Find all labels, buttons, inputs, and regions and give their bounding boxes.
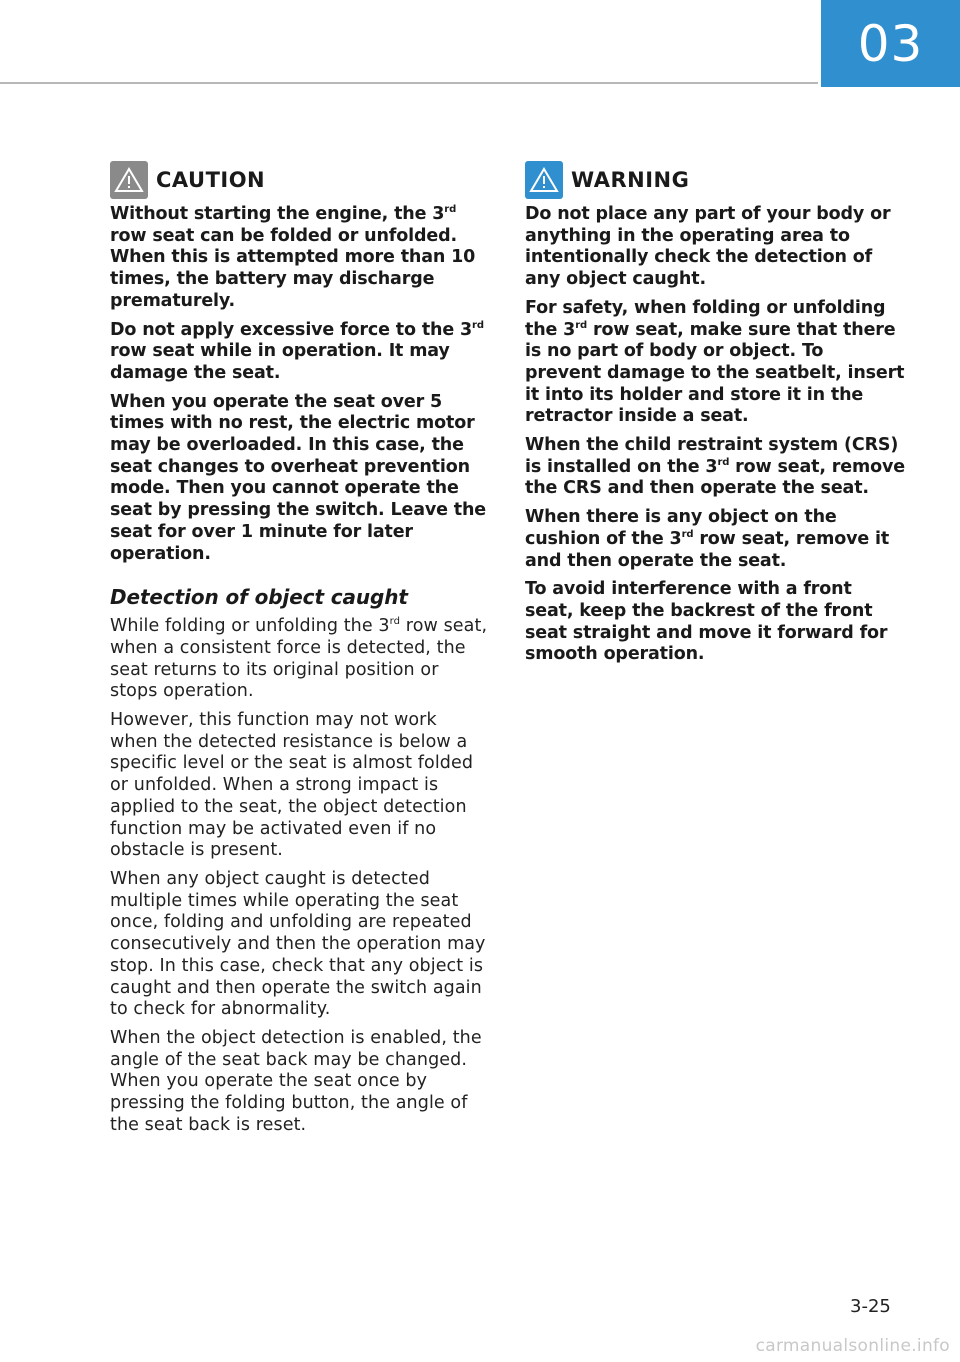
detection-paragraph-3: When any object caught is detected multiple times while operating the seat once, folding and unfolding are repeated consecutively and then the operation may stop. In this case, check that any object is caught and then operate the switch again to check for abnormality. bbox=[110, 868, 486, 1020]
detection-paragraph-1: While folding or unfolding the 3rd row seat, when a consistent force is detected, the seat returns to its original position or stops operation. bbox=[110, 616, 488, 702]
caution-paragraph-2: Do not apply excessive force to the 3rd row seat while in operation. It may damage the seat. bbox=[110, 319, 484, 383]
left-column bbox=[110, 160, 490, 1143]
warning-paragraph-2: For safety, when folding or unfolding the 3rd row seat, make sure that there is no part of body or object. To prevent damage to the seatbelt, insert it into its holder and store it in the retractor inside a seat. bbox=[525, 297, 905, 427]
caution-header bbox=[110, 160, 490, 200]
section-title: Detection of object caught bbox=[110, 585, 408, 610]
chapter-number: 03 bbox=[857, 14, 924, 73]
chapter-tab bbox=[821, 0, 960, 87]
detection-paragraph-4: When the object detection is enabled, the angle of the seat back may be changed. When you operate the seat once by pressing the folding button, the angle of the seat back is reset. bbox=[110, 1027, 482, 1135]
caution-paragraph-3: When you operate the seat over 5 times with no rest, the electric motor may be overloaded. In this case, the seat changes to overheat prevention mode. Then you cannot operate the seat by pressing the switch. Leave the seat for over 1 minute for later operation. bbox=[110, 391, 487, 564]
page-number: 3-25 bbox=[850, 1296, 891, 1317]
warning-paragraph-4: When there is any object on the cushion of the 3rd row seat, remove it and then operate the seat. bbox=[525, 507, 890, 571]
warning-triangle-icon bbox=[525, 161, 563, 199]
warning-paragraph-3: When the child restraint system (CRS) is installed on the 3rd row seat, remove the CRS and then operate the seat. bbox=[525, 435, 905, 499]
caution-title: CAUTION bbox=[156, 168, 266, 192]
warning-paragraph-5: To avoid interference with a front seat, keep the backrest of the front seat straight and move it forward for smooth operation. bbox=[525, 579, 888, 665]
header-divider bbox=[0, 82, 818, 84]
caution-paragraph-1: Without starting the engine, the 3rd row seat can be folded or unfolded. When this is attempted more than 10 times, the battery may discharge prematurely. bbox=[110, 204, 476, 311]
right-column bbox=[525, 160, 905, 673]
warning-triangle-icon bbox=[110, 161, 148, 199]
warning-paragraph-1: Do not place any part of your body or anything in the operating area to intentionally check the detection of any object caught. bbox=[525, 204, 891, 290]
detection-paragraph-2: However, this function may not work when the detected resistance is below a specific level or the seat is almost folded or unfolded. When a strong impact is applied to the seat, the object detection function may be activated even if no obstacle is present. bbox=[110, 710, 474, 861]
watermark: carmanualsonline.info bbox=[755, 1336, 950, 1356]
warning-title: WARNING bbox=[571, 168, 690, 192]
warning-header bbox=[525, 160, 905, 200]
